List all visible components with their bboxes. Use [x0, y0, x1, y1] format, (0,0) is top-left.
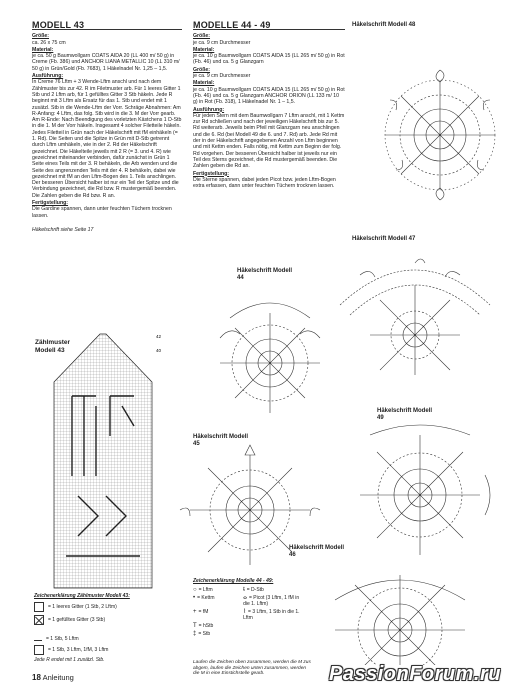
diagram-label-46: Häkelschrift Modell 46 [289, 545, 345, 558]
legend-models-44-49 [193, 578, 303, 637]
legend-row-filled [34, 615, 174, 625]
legend-model-43 [34, 593, 174, 658]
see-page-note: Häkelschrift siehe Seite 17 [32, 226, 94, 233]
diagram-label-44: Häkelschrift Modell 44 [237, 268, 293, 281]
filled-square-icon [34, 615, 44, 625]
legend-empty-text: = 1 leeres Gitter (1 Stb, 2 Lftm) [48, 604, 117, 610]
size-label: Größe: [32, 33, 50, 40]
legend-picot: ⴰ = Picot (3 Lftm, 1 fM in die 1. Lftm) [243, 595, 300, 607]
picot-icon: ⴰ [243, 595, 247, 601]
diagram-48-drawing [380, 40, 500, 230]
filet-chart-drawing [48, 326, 168, 596]
diagram-label-49: Häkelschrift Modell 49 [377, 408, 433, 421]
size-text: ca. 26 x 75 cm [32, 39, 66, 46]
slip-stitch-icon: • [193, 595, 196, 601]
diagram-44-drawing [200, 278, 340, 418]
legend-model-43-title: Zeichenerklärung Zählmuster Modell 43: [34, 593, 130, 599]
v-square-icon [34, 645, 44, 655]
model-43-text [32, 22, 182, 233]
legend-stb: ‡ = Stb [193, 631, 211, 637]
chain-treble-icon: ⌇ [243, 609, 247, 615]
watermark: PassionForum.ru [329, 663, 501, 685]
chart-row-top: 42 [156, 334, 162, 339]
bar-icon [34, 637, 42, 641]
finishing-text: Die Sterne spannen, dabei jeden Picot bzw. jeden Lftm-Bogen extra erfassen, dann unter feuchten Tüchern trocknen lassen. [193, 176, 336, 190]
material-text-2: je ca. 10 g Baumwollgarn COATS AIDA 15 (LL 265 m/ 50 g) in Rot (Fb. 46) und ca. 5 g Glanzgarn ANCHOR ORION (LL 133 m/ 10 g) in Rot (Fb. 318), 1 Häkelnadel Nr. 1 – 1,5. [193, 86, 345, 106]
material-label: Material: [193, 46, 215, 53]
instructions-label: Ausführung: [32, 73, 64, 80]
row-end-note: Jede R endet mit 1 zusätzl. Stb. [34, 657, 105, 663]
page-footer [32, 673, 74, 682]
double-treble-icon: ŧ [243, 587, 245, 593]
legend-3lftm: ⌇ = 3 Lftm, 1 Stb in die 1. Lftm [243, 609, 300, 621]
page-number: 18 [32, 673, 41, 682]
finishing-label: Fertigstellung: [32, 200, 69, 207]
single-crochet-icon: + [193, 609, 197, 615]
finishing-label: Fertigstellung: [193, 170, 230, 177]
material-text: je ca. 10 g Baumwollgarn COATS AIDA 15 (LL 265 m/ 50 g) in Rot (Fb. 46) und ca. 5 g Glanzgarn [193, 53, 345, 66]
diagram-46-drawing [315, 560, 485, 665]
legend-dstb: ŧ = D-Stb [243, 587, 264, 593]
legend-models-title: Zeichenerklärung Modelle 44 - 49: [193, 578, 274, 584]
size-text: je ca. 9 cm Durchmesser [193, 39, 251, 46]
legend-row-stb5 [34, 636, 174, 642]
size-text-2: je ca. 9 cm Durchmesser [193, 73, 251, 80]
material-text: je ca. 50 g Baumwollgarn COATS AIDA 20 (LL 400 m/ 50 g) in Creme (Fb. 386) und ANCHOR LIANA METALLIC 10 (LL 310 m/ 50 g) in Grün/Gold (Fb. 7683), 1 Häkelnadel Nr. 1,25 – 1,5. [32, 53, 180, 72]
legend-filled-text: = 1 gefülltes Gitter (3 Stb) [48, 617, 106, 623]
empty-square-icon [34, 602, 44, 612]
legend-stb3-text: = 1 Stb, 3 Lftm, 1fM, 3 Lftm [48, 647, 109, 653]
instructions-text: Für jeden Stern mit dem Baumwollgarn 7 Lftm anschl, mit 1 Kettm zur Rd schließen und nach der jeweiligen Häkelschrift bis zur 5. Rd weiterarb. Jeweils beim Pfeil mit Glanzgarn neu anschlingen und die 6. Rd (bei Modell 49 die 6. und 7. Rd) arb. Jede Rd mit der in der Häkelschrift angegebenen Anzahl von Lftm beginnen und mit Kettm enden. Falls nötig, mit Kettm zum Beginn der folg. Rd vorgehen. Der besseren Übersicht halber ist jeweils nur ein Teil des Sterns gezeichnet, die Rd mustergemäß beenden. Die Zahlen geben die Rd an. [193, 112, 345, 170]
chart-title-line2: Modell 43 [35, 346, 65, 354]
instructions-text: In Creme 76 Lftm + 3 Wende-Lftm anschl und nach dem Zählmuster bis zur 42. R im Filetmuster arb. Für 1 leeres Gitter 1 Stb und 2 Lftm arb, für 1 gefülltes Gitter 3 Stb häkeln. Jede R beginnt mit 3 Lftm als Ersatz für das 1. Stb und endet mit 1 zusätzl. Stb in die Wende-Lftm der Vorr. Schräge Abnahmen: Am R-Anfang: 4 Lftm, das folg. Stb wird in die 3. M der Vorr gearb. Am R-Ende: Nach Beendigung des vorletzten Kästchens 1 D-Stb in die 1. M der Vorr häkeln. Insgesamt 4 solcher Filetteile häkeln. Jedes Filetteil in Grün nach der Häkelschrift mit fM einhäkeln (= 1. Rd). Die Seiten und die Spitze in Grün mit D-Stb getrennt durch Lftm umhäkeln, wie in der 2. Rd der Häkelschrift gezeichnet. Die Häkelteile jeweils mit 2 R (= 3. und 4. R) wie gezeichnet miteinander verbinden, dafür zunächst in Grün 1 Seite eines Teils mit der 3. R behäkeln, die Arb wenden und die Seite des angrenzenden Teils mit der 4. R behäkeln, dabei wie gezeichnet mit fM an den Lftm-Bogen des 1. Teils anschlingen. Der besseren Übersicht halber ist nur ein Teil der Spitze und die Verbindung gezeichnet, die Rd bzw. R mustergemäß beenden. Die Zahlen geben die Rd bzw. R an. [32, 79, 182, 199]
diagram-45-drawing [170, 440, 335, 570]
material-label-2: Material: [193, 80, 215, 87]
material-label: Material: [32, 46, 54, 53]
chart-row-mid: 40 [156, 348, 162, 353]
diagram-label-45: Häkelschrift Modell 45 [193, 434, 249, 447]
legend-fm: + = fM [193, 609, 209, 615]
size-label-2: Größe: [193, 66, 211, 73]
chain-icon: ○ [193, 587, 197, 593]
chart-title-line1: Zählmuster [35, 339, 71, 346]
finishing-text: Die Gardine spannen, dann unter feuchten Tüchern trocknen lassen. [32, 206, 172, 219]
model-43-title: MODELL 43 [32, 22, 182, 30]
stitch-direction-note: Laufen die Zeichen oben zusammen, werden die M zus abgem, laufen die Zeichen unten zusammen, werden die M in eine Einstichstelle gearb. [193, 660, 311, 677]
legend-row-stb3 [34, 645, 174, 655]
section-name: Anleitung [42, 673, 74, 682]
diagram-47-drawing [320, 245, 505, 385]
legend-row-empty [34, 602, 174, 612]
diagram-49-drawing [345, 415, 505, 565]
size-label: Größe: [193, 33, 211, 40]
instructions-label: Ausführung: [193, 106, 225, 113]
half-treble-icon: T [193, 623, 197, 629]
diagram-label-47: Häkelschrift Modell 47 [352, 236, 416, 242]
legend-kettm: • = Kettm [193, 595, 215, 601]
legend-stb5-text: = 1 Stb, 5 Lftm [46, 636, 79, 642]
model-44-49-text [193, 22, 345, 189]
legend-lftm: ○ = Lftm [193, 587, 213, 593]
treble-icon: ‡ [193, 631, 197, 637]
model-44-49-title: MODELLE 44 - 49 [193, 22, 345, 30]
diagram-label-48: Häkelschrift Modell 48 [352, 22, 416, 28]
legend-hstb: T = hStb [193, 623, 214, 629]
